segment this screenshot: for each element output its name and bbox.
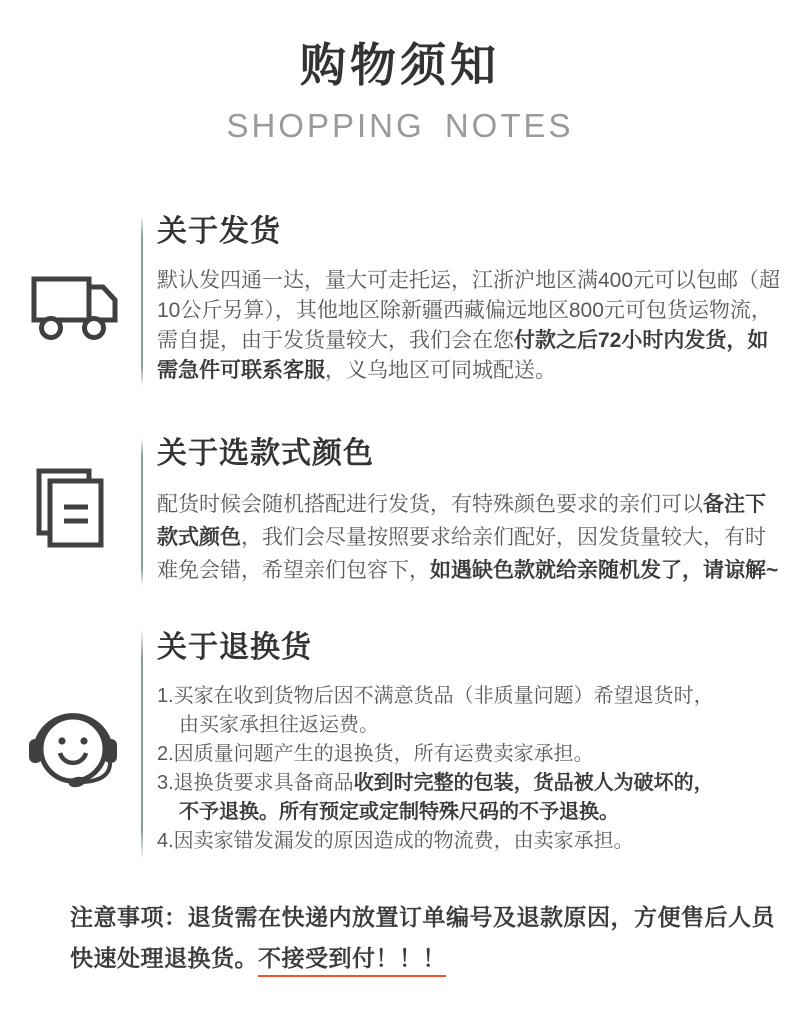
text-line	[157, 827, 789, 856]
text-segment: 难免会错，希望亲们包容下，	[157, 559, 430, 582]
text-segment: 收到时完整的包装，货品被人为破坏的，	[353, 772, 714, 794]
section-title-returns: 关于退换货	[157, 631, 312, 664]
page-title: 购物须知	[300, 39, 500, 91]
section-divider	[141, 216, 143, 386]
text-line	[157, 296, 789, 326]
text-segment: 快速处理退换货。	[70, 945, 258, 971]
text-line	[157, 682, 789, 711]
text-segment: 款式颜色	[157, 526, 241, 549]
page-subtitle: SHOPPING NOTES	[226, 107, 574, 144]
section-body-shipping	[157, 266, 789, 386]
text-segment: 默认发四通一达，量大可走托运，江浙沪地区满400元可以包邮（超	[157, 269, 781, 292]
text-segment: 3.退换货要求具备商品	[157, 772, 354, 794]
text-line	[157, 488, 789, 521]
text-segment: 1.买家在收到货物后因不满意货品（非质量问题）希望退货时，	[157, 685, 714, 707]
text-line	[70, 897, 780, 938]
text-line	[157, 521, 789, 554]
section-title-style-color: 关于选款式颜色	[157, 437, 374, 470]
text-line	[157, 798, 789, 827]
truck-icon	[30, 272, 122, 344]
text-segment: ，义乌地区可同城配送。	[325, 359, 556, 382]
text-line	[157, 326, 789, 356]
text-segment: 不予退换。所有预定或定制特殊尺码的不予退换。	[179, 801, 619, 823]
text-segment: 由买家承担往返运费。	[179, 714, 379, 736]
text-line	[157, 554, 789, 587]
text-segment: 4.因卖家错发漏发的原因造成的物流费，由卖家承担。	[157, 830, 634, 852]
text-segment: 10公斤另算），其他地区除新疆西藏偏远地区800元可包货运物流，	[157, 299, 772, 322]
text-segment: 注意事项：退货需在快递内放置订单编号及退款原因，方便售后人员	[70, 904, 775, 930]
text-line	[70, 938, 780, 979]
text-segment: 如遇缺色款就给亲随机发了，请谅解~	[430, 559, 779, 582]
section-body-returns	[157, 682, 789, 856]
text-segment: 备注下	[703, 493, 766, 516]
text-segment: 需急件可联系客服	[157, 359, 325, 382]
section-divider	[141, 438, 143, 586]
text-segment: ，我们会尽量按照要求给亲们配好，因发货量较大，有时	[241, 526, 766, 549]
customer-service-icon	[28, 703, 120, 795]
text-line	[157, 740, 789, 769]
section-body-style-color	[157, 488, 789, 587]
text-segment: 不接受到付！！！	[258, 945, 446, 977]
text-segment: 需自提，由于发货量较大，我们会在您	[157, 329, 514, 352]
documents-icon	[36, 468, 108, 550]
section-title-shipping: 关于发货	[157, 215, 281, 248]
section-divider	[141, 630, 143, 858]
warning-notice	[70, 897, 780, 979]
text-line	[157, 266, 789, 296]
text-segment: 2.因质量问题产生的退换货，所有运费卖家承担。	[157, 743, 594, 765]
text-line	[157, 356, 789, 386]
text-line	[157, 769, 789, 798]
text-segment: 配货时候会随机搭配进行发货，有特殊颜色要求的亲们可以	[157, 493, 703, 516]
text-segment: 付款之后72小时内发货，如	[514, 329, 769, 352]
text-line	[157, 711, 789, 740]
